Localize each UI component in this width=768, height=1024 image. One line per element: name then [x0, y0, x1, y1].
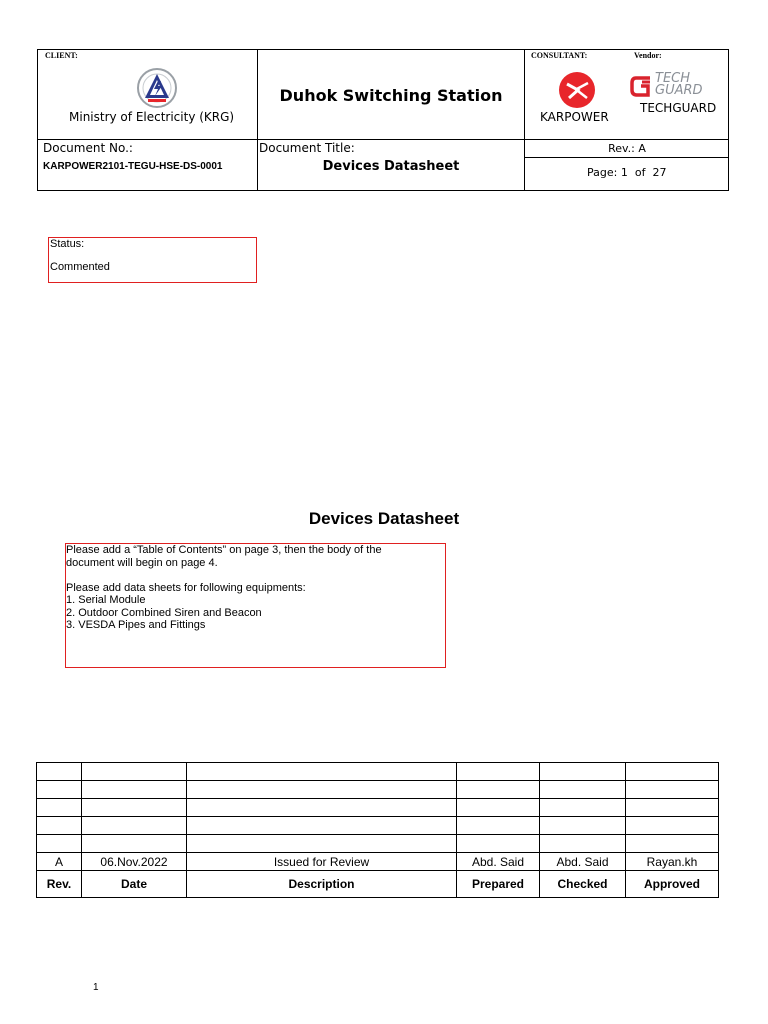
consultant-name: KARPOWER	[540, 110, 609, 124]
client-label: CLIENT:	[45, 51, 78, 60]
status-annotation-box[interactable]	[48, 237, 257, 283]
header-prepared: Prepared	[457, 871, 540, 898]
techguard-logo-line2: GUARD	[655, 83, 703, 98]
comment-text	[66, 544, 444, 632]
comment-item-2: 2. Outdoor Combined Siren and Beacon	[66, 606, 262, 619]
page-indicator	[587, 166, 666, 179]
table-row-empty	[37, 835, 719, 853]
techguard-logo-text	[655, 73, 703, 97]
page-number: 1	[620, 166, 628, 179]
doc-title-label: Document Title:	[259, 141, 355, 155]
header-rev: Rev.	[37, 871, 82, 898]
client-name: Ministry of Electricity (KRG)	[69, 110, 235, 124]
page-label: Page:	[587, 166, 618, 179]
cell-date: 06.Nov.2022	[82, 853, 187, 871]
comment-item-3: 3. VESDA Pipes and Fittings	[66, 619, 206, 631]
rev-page-divider	[524, 157, 729, 158]
cell-approved: Rayan.kh	[626, 853, 719, 871]
header-description: Description	[187, 871, 457, 898]
header-right-border	[728, 49, 729, 191]
header-left-border	[37, 49, 38, 191]
header-divider-2	[524, 49, 525, 191]
techguard-logo-mark	[630, 74, 654, 98]
cell-checked: Abd. Said	[540, 853, 626, 871]
consultant-label: CONSULTANT:	[531, 51, 588, 60]
doc-no: KARPOWER2101-TEGU-HSE-DS-0001	[43, 161, 223, 172]
cell-prepared: Abd. Said	[457, 853, 540, 871]
cell-description: Issued for Review	[187, 853, 457, 871]
comment-item-1: 1. Serial Module	[66, 594, 146, 606]
status-value: Commented	[50, 261, 110, 273]
doc-title: Devices Datasheet	[322, 159, 460, 174]
page-of: of	[634, 166, 646, 179]
comment-line-1: Please add a “Table of Contents” on page 3, then the body of the	[66, 544, 382, 556]
comment-annotation-box[interactable]	[65, 543, 446, 668]
techguard-logo-line1: TECH	[655, 71, 691, 86]
project-title: Duhok Switching Station	[279, 86, 503, 105]
ministry-logo	[134, 66, 180, 110]
rev-label: Rev.: A	[608, 142, 646, 155]
vendor-name: TECHGUARD	[640, 101, 717, 115]
karpower-logo	[556, 71, 598, 109]
header-bottom-border	[37, 190, 729, 191]
table-row-empty	[37, 763, 719, 781]
status-label: Status:	[50, 238, 85, 250]
header-date: Date	[82, 871, 187, 898]
table-row-empty	[37, 817, 719, 835]
footer-page-number: 1	[93, 982, 99, 993]
table-row-revision-a	[37, 853, 719, 871]
revision-table	[36, 762, 719, 898]
comment-spacer	[66, 569, 444, 582]
doc-no-label: Document No.:	[43, 141, 133, 155]
main-title: Devices Datasheet	[308, 509, 460, 528]
table-row-empty	[37, 799, 719, 817]
cell-rev: A	[37, 853, 82, 871]
header-mid-border	[37, 139, 729, 140]
header-checked: Checked	[540, 871, 626, 898]
table-header-row	[37, 871, 719, 898]
comment-line-3: Please add data sheets for following equipments:	[66, 581, 306, 594]
header-approved: Approved	[626, 871, 719, 898]
page-total: 27	[652, 166, 667, 179]
header-top-border	[37, 49, 729, 50]
table-row-empty	[37, 781, 719, 799]
vendor-label: Vendor:	[634, 51, 662, 60]
comment-line-2: document will begin on page 4.	[66, 556, 218, 569]
